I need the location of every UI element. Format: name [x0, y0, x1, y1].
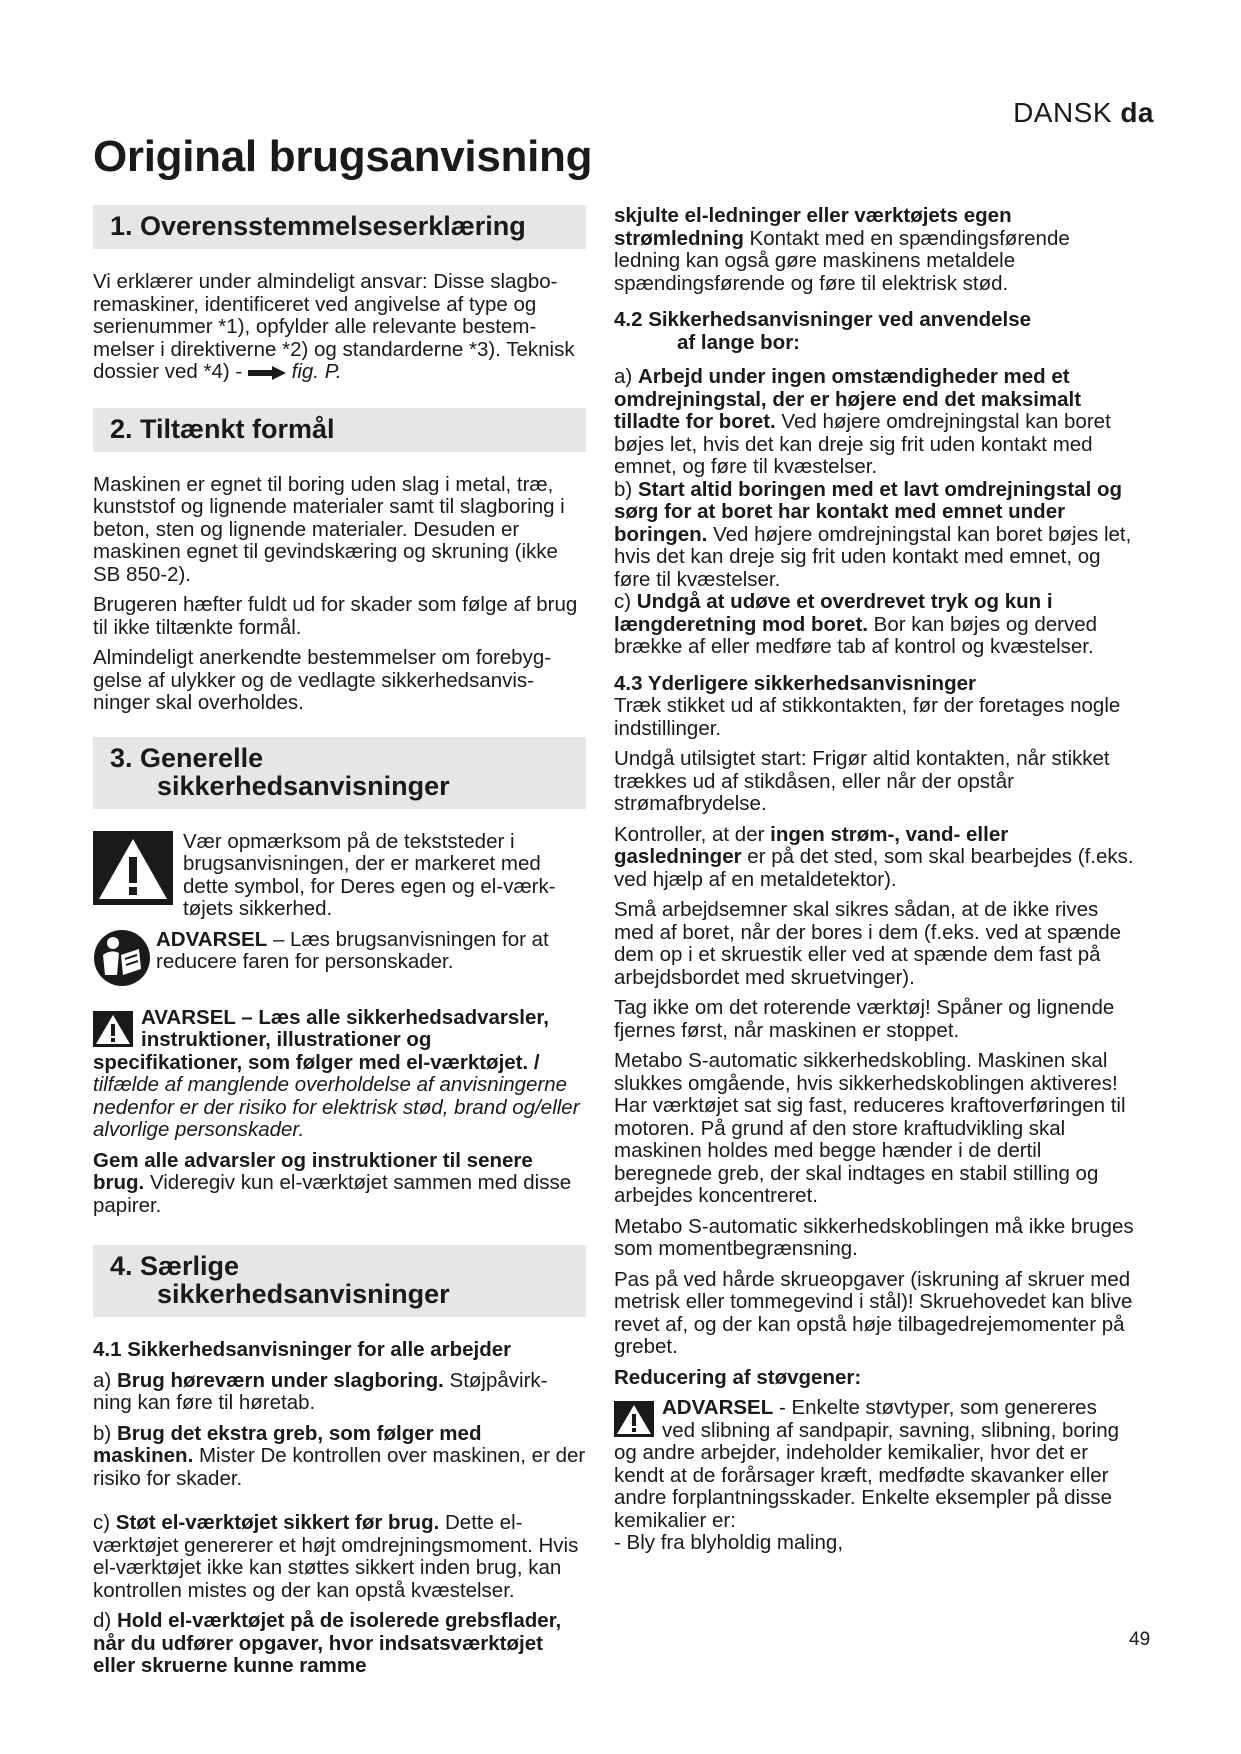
section-4-heading: 4. Særlige sikkerhedsanvisninger — [93, 1245, 586, 1317]
section-2-heading: 2. Tiltænkt formål — [93, 408, 586, 452]
extra-safety-8: Pas på ved hårde skrueopgaver (iskruning af skruer med metrisk eller tommegevind i stål)! Skruehovedet kan blive revet af, og der kan opstå høje tilbagedrejemomenter på grebet. — [614, 1267, 1133, 1358]
figure-reference[interactable]: fig. P. — [291, 360, 342, 383]
long-drill-a: a) Arbejd under ingen omstændigheder med et omdrejningstal, der er højere end det maksimalt tilladte for boret. Ved højere omdrejningstal kan boret bøjes let, hvis det kan dreje sig frit uden kontakt med emnet, og føre til kvæstelser. — [614, 365, 1111, 478]
dust-heading: Reducering af støvgener: — [614, 1365, 862, 1389]
instruction-b: b) Brug det ekstra greb, som følger med maskinen. Mister De kontrollen over maskinen, er der risiko for skader. — [93, 1421, 586, 1490]
read-manual-note: ADVARSEL – Læs brugsanvisningen for at reducere faren for personskader. — [93, 929, 586, 987]
extra-safety-4: Små arbejdsemner skal sikres sådan, at de ikke rives med af boret, når der bores i dem (f.eks. ved at spænde dem op i et skruestik eller ved at spænde dem fast på arbejdsbordet med skruetvinger). — [614, 898, 1122, 989]
section-3-heading: 3. Generelle sikkerhedsanvisninger — [93, 737, 586, 809]
extra-safety-5: Tag ikke om det roterende værktøj! Spåner og lignende fjernes først, når maskinen er stoppet. — [614, 996, 1115, 1042]
page-title: Original brugsanvisning — [93, 132, 593, 181]
dust-warning: ADVARSEL - Enkelte støvtyper, som genereres ved slibning af sandpapir, savning, slibning, boring og andre arbejder, indeholder kemikalier, hvor det er kendt at de forårsager kræft, medfødte skavanker eller andre forplantningsskader. Enkelte eksempler på disse kemikalier er: — [614, 1396, 1119, 1532]
page-number: 49 — [1129, 1629, 1151, 1650]
purpose-paragraph-2: Brugeren hæfter fuldt ud for skader som følge af brug til ikke tiltænkte formål. — [93, 593, 578, 639]
extra-safety-1: Træk stikket ud af stikkontakten, før der foretages nogle indstillinger. — [614, 694, 1121, 740]
right-column — [614, 205, 1134, 1563]
instruction-d-continued: skjulte el-ledninger eller værktøjets egen strømledning Kontakt med en spændingsførende ledning kan også gøre maskinens metaldele spændingsførende og føre til elektrisk stød. — [614, 204, 1070, 295]
left-column — [93, 205, 586, 1686]
instruction-d: d) Hold el-værktøjet på de isolerede grebsflader, når du udfører opgaver, hvor indsatsværktøjet eller skruerne kunne ramme — [93, 1609, 562, 1677]
long-drill-c: c) Undgå at udøve et overdrevet tryk og kun i længderetning mod boret. Bor kan bøjes og derved brække af eller medføre tab af kontrol og kvæstelser. — [614, 590, 1098, 658]
long-drill-b: b) Start altid boringen med et lavt omdrejningstal og sørg for at boret har kontakt med emnet under boringen. Ved højere omdrejningstal kan boret bøjes let, hvis det kan dreje sig frit uden kontakt med emnet, og føre til kvæstelser. — [614, 477, 1132, 591]
subsection-4-2-heading: 4.2 Sikkerhedsanvisninger ved anvendelse af lange bor: — [614, 308, 1032, 354]
declaration-paragraph: Vi erklærer under almindeligt ansvar: Disse slagbo-remaskiner, identificeret ved angivelse af type og serienummer *1), opfylder alle relevante bestem-melser i direktiverne *2) og standarderne *3). Teknisk dossier ved *4) - fig. P. — [93, 270, 575, 383]
extra-safety-7: Metabo S-automatic sikkerhedskoblingen må ikke bruges som momentbegrænsning. — [614, 1214, 1134, 1260]
subsection-4-3-heading: 4.3 Yderligere sikkerhedsanvisninger — [614, 671, 976, 695]
purpose-paragraph-3: Almindeligt anerkendte bestemmelser om forebyg-gelse af ulykker og de vedlagte sikkerhedsanvis-ninger skal overholdes. — [93, 646, 552, 714]
extra-safety-3: Kontroller, at der ingen strøm-, vand- eller gasledninger er på det sted, som skal bearbejdes (f.eks. ved hjælp af en metaldetektor). — [614, 822, 1134, 891]
warning-triangle-icon — [93, 831, 173, 905]
read-manual-icon — [93, 929, 151, 987]
avarsel-paragraph: AVARSEL – Læs alle sikkerhedsadvarsler, instruktioner, illustrationer og specifikationer, som følger med el-værktøjet. / tilfælde af manglende overholdelse af anvisningerne nedenfor er der risiko for elektrisk stød, brand og/eller alvorlige personskader. — [93, 1005, 580, 1141]
instruction-a: a) Brug høreværn under slagboring. Støjpåvirk-ning kan føre til høretab. — [93, 1368, 548, 1414]
arrow-right-icon — [248, 366, 286, 380]
purpose-paragraph-1: Maskinen er egnet til boring uden slag i metal, træ, kunststof og lignende materialer samt til slagboring i beton, sten og lignende materialer. Desuden er maskinen egnet til gevindskæring og skruning (ikke SB 850-2). — [93, 472, 565, 586]
instruction-c: c) Støt el-værktøjet sikkert før brug. Dette el-værktøjet genererer et højt omdrejningsmoment. Hvis el-værktøjet ikke kan støttes sikkert inden brug, kan kontrollen mistes og der kan opstå kvæstelser. — [93, 1511, 579, 1602]
subsection-4-1-heading: 4.1 Sikkerhedsanvisninger for alle arbejder — [93, 1338, 512, 1361]
extra-safety-6: Metabo S-automatic sikkerhedskobling. Maskinen skal slukkes omgående, hvis sikkerhedskoblingen aktiveres! Har værktøjet sat sig fast, reduceres kraftoverføringen til motoren. På grund af den store kraftudvikling skal maskinen holdes med begge hænder i de dertil beregnede greb, der skal indtages en stabil stilling og arbejdes koncentreret. — [614, 1049, 1126, 1207]
keep-instructions-paragraph: Gem alle advarsler og instruktioner til senere brug. Videregiv kun el-værktøjet sammen med disse papirer. — [93, 1148, 572, 1217]
warning-triangle-icon — [93, 1011, 133, 1047]
language-label: DANSK da — [1013, 97, 1154, 128]
extra-safety-2: Undgå utilsigtet start: Frigør altid kontakten, når stikket trækkes ud af stikdåsen, eller når der opstår strømafbrydelse. — [614, 747, 1110, 815]
warning-symbol-note: Vær opmærksom på de tekststeder i brugsanvisningen, der er markeret med dette symbol, for Deres egen og el-værk-tøjets sikkerhed. — [93, 831, 586, 921]
dust-list-item: - Bly fra blyholdig maling, — [614, 1531, 844, 1554]
section-1-heading: 1. Overensstemmelseserklæring — [93, 205, 586, 249]
warning-triangle-icon — [614, 1401, 654, 1437]
